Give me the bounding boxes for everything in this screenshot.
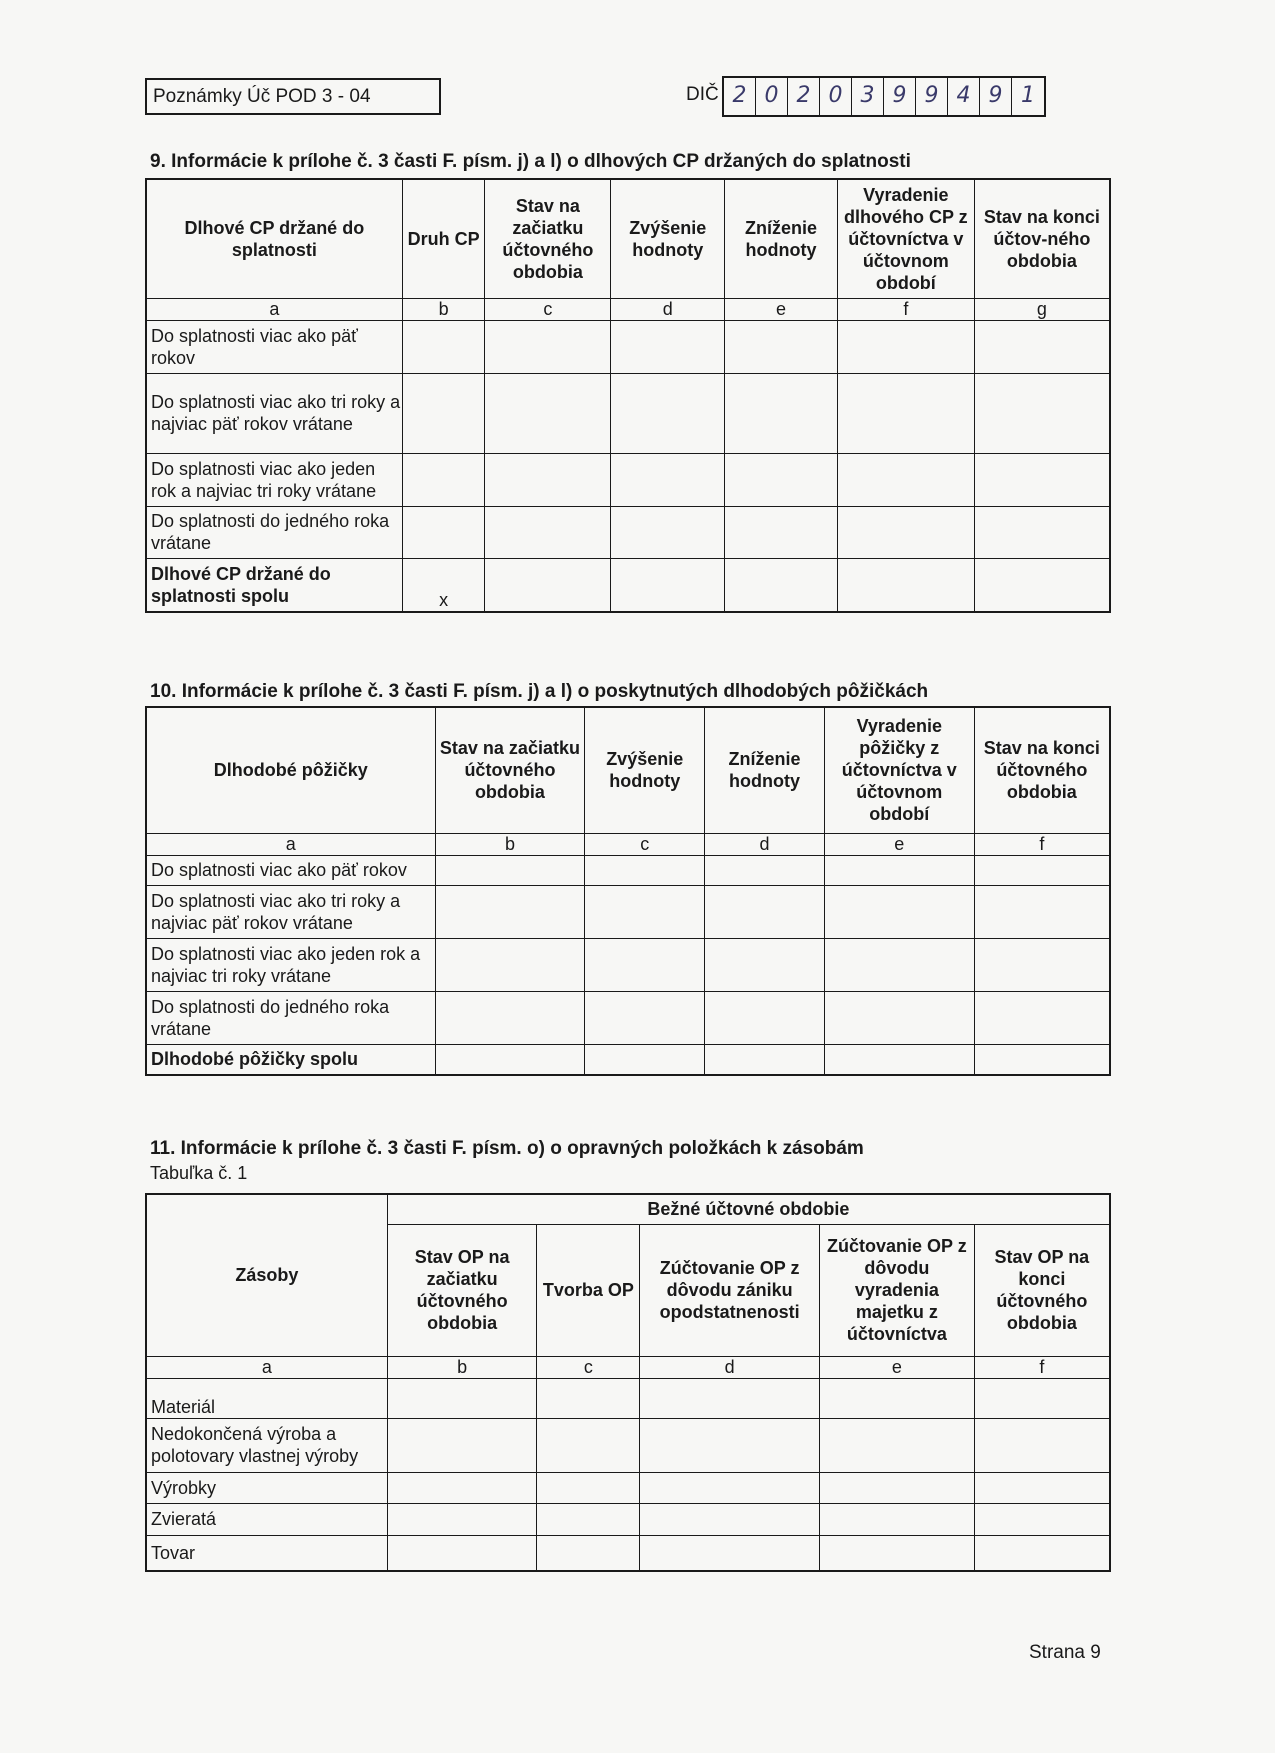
data-cell[interactable] <box>705 885 825 938</box>
data-cell[interactable] <box>837 506 974 558</box>
data-cell[interactable] <box>974 1472 1110 1503</box>
data-cell[interactable] <box>820 1503 975 1535</box>
data-cell[interactable] <box>611 373 725 453</box>
data-cell[interactable] <box>824 991 974 1044</box>
data-cell[interactable] <box>837 320 974 373</box>
col-letter: d <box>705 833 825 855</box>
table-row <box>146 1503 1110 1535</box>
data-cell[interactable] <box>824 855 974 885</box>
data-cell[interactable] <box>387 1472 537 1503</box>
data-cell[interactable] <box>387 1535 537 1571</box>
data-cell[interactable] <box>387 1378 537 1418</box>
table-row <box>146 506 1110 558</box>
col-letter: d <box>611 298 725 320</box>
data-cell[interactable] <box>611 453 725 506</box>
col-header: Zásoby <box>146 1194 387 1356</box>
row-label: Do splatnosti viac ako tri roky a najviac päť rokov vrátane <box>146 885 435 938</box>
section11-table <box>145 1193 1111 1572</box>
data-cell[interactable] <box>974 1044 1110 1075</box>
col-letter: c <box>585 833 705 855</box>
data-cell[interactable] <box>725 373 838 453</box>
table-row <box>146 320 1110 373</box>
col-header: Zníženie hodnoty <box>705 707 825 833</box>
data-cell[interactable] <box>725 453 838 506</box>
table-row <box>146 1378 1110 1418</box>
data-cell[interactable] <box>611 506 725 558</box>
form-title: Poznámky Úč POD 3 - 04 <box>145 78 441 115</box>
data-cell[interactable] <box>435 855 585 885</box>
data-cell[interactable] <box>537 1503 640 1535</box>
table-row <box>146 453 1110 506</box>
col-header: Tvorba OP <box>537 1224 640 1356</box>
col-letter: b <box>402 298 485 320</box>
col-header: Stav na začiatku účtovného obdobia <box>435 707 585 833</box>
data-cell[interactable] <box>974 320 1110 373</box>
data-cell[interactable] <box>485 453 611 506</box>
col-header: Stav OP na konci účtovného obdobia <box>974 1224 1110 1356</box>
data-cell[interactable] <box>640 1503 820 1535</box>
col-letter: g <box>974 298 1110 320</box>
data-cell[interactable] <box>537 1418 640 1472</box>
data-cell[interactable] <box>974 453 1110 506</box>
data-cell[interactable] <box>537 1472 640 1503</box>
section9-table <box>145 178 1111 613</box>
data-cell[interactable] <box>705 991 825 1044</box>
col-header: Vyradenie dlhového CP z účtovníctva v účtovnom období <box>837 179 974 298</box>
dic-label: DIČ <box>686 84 719 105</box>
col-letter: a <box>146 298 402 320</box>
col-letter: e <box>820 1356 975 1378</box>
data-cell[interactable] <box>820 1378 975 1418</box>
data-cell[interactable] <box>611 558 725 612</box>
data-cell[interactable] <box>974 855 1110 885</box>
col-header: Dlhové CP držané do splatnosti <box>146 179 402 298</box>
col-header: Zvýšenie hodnoty <box>611 179 725 298</box>
dic-digit: 9 <box>916 78 948 115</box>
data-cell[interactable] <box>974 373 1110 453</box>
data-cell[interactable] <box>974 558 1110 612</box>
data-cell[interactable] <box>705 938 825 991</box>
table-row <box>146 1418 1110 1472</box>
col-letter: e <box>824 833 974 855</box>
dic-digit: 3 <box>852 78 884 115</box>
data-cell[interactable] <box>402 320 485 373</box>
dic-digit: 2 <box>724 78 756 115</box>
row-label: Do splatnosti do jedného roka vrátane <box>146 991 435 1044</box>
col-header: Dlhodobé pôžičky <box>146 707 435 833</box>
data-cell[interactable] <box>640 1378 820 1418</box>
data-cell[interactable] <box>611 320 725 373</box>
row-label: Do splatnosti viac ako tri roky a najviac päť rokov vrátane <box>146 373 402 453</box>
row-label-total: Dlhové CP držané do splatnosti spolu <box>146 558 402 612</box>
data-cell[interactable] <box>974 991 1110 1044</box>
section10-title: 10. Informácie k prílohe č. 3 časti F. písm. j) a l) o poskytnutých dlhodobých pôžičkách <box>150 681 929 702</box>
data-cell[interactable] <box>585 991 705 1044</box>
col-letter: d <box>640 1356 820 1378</box>
col-letter: f <box>974 833 1110 855</box>
data-cell[interactable] <box>820 1472 975 1503</box>
data-cell[interactable] <box>585 938 705 991</box>
data-cell[interactable] <box>725 506 838 558</box>
dic-digit: 0 <box>820 78 852 115</box>
data-cell[interactable] <box>585 1044 705 1075</box>
data-cell[interactable] <box>837 558 974 612</box>
dic-digit: 4 <box>948 78 980 115</box>
data-cell[interactable] <box>824 938 974 991</box>
table-row <box>146 991 1110 1044</box>
row-label: Do splatnosti viac ako jeden rok a najviac tri roky vrátane <box>146 453 402 506</box>
dic-digit: 9 <box>980 78 1012 115</box>
col-header: Zvýšenie hodnoty <box>585 707 705 833</box>
row-label: Výrobky <box>146 1472 387 1503</box>
table-row <box>146 1535 1110 1571</box>
row-label-total: Dlhodobé pôžičky spolu <box>146 1044 435 1075</box>
data-cell[interactable] <box>387 1503 537 1535</box>
data-cell[interactable] <box>640 1472 820 1503</box>
data-cell[interactable] <box>974 938 1110 991</box>
col-letter: c <box>485 298 611 320</box>
table-row-total <box>146 558 1110 612</box>
row-label: Do splatnosti viac ako päť rokov <box>146 855 435 885</box>
dic-digit: 0 <box>756 78 788 115</box>
col-letter: b <box>435 833 585 855</box>
data-cell[interactable] <box>725 320 838 373</box>
data-cell[interactable] <box>974 1503 1110 1535</box>
table-row-total <box>146 1044 1110 1075</box>
data-cell[interactable] <box>824 885 974 938</box>
data-cell[interactable] <box>435 938 585 991</box>
col-letter: b <box>387 1356 537 1378</box>
data-cell[interactable] <box>585 855 705 885</box>
data-cell[interactable] <box>640 1418 820 1472</box>
data-cell[interactable] <box>705 855 825 885</box>
page-number: Strana 9 <box>1029 1642 1101 1663</box>
table-row <box>146 938 1110 991</box>
col-header: Zúčtovanie OP z dôvodu vyradenia majetku z účtovníctva <box>820 1224 975 1356</box>
col-letter: c <box>537 1356 640 1378</box>
row-label: Zvieratá <box>146 1503 387 1535</box>
table-row <box>146 373 1110 453</box>
data-cell[interactable] <box>640 1535 820 1571</box>
dic-digit: 1 <box>1021 83 1035 108</box>
col-header: Stav na konci účtovného obdobia <box>974 707 1110 833</box>
table-row <box>146 885 1110 938</box>
data-cell[interactable] <box>485 506 611 558</box>
row-label: Materiál <box>146 1378 387 1418</box>
col-letter: f <box>837 298 974 320</box>
data-cell[interactable] <box>974 1418 1110 1472</box>
section10-table <box>145 706 1111 1076</box>
row-label: Do splatnosti viac ako päť rokov <box>146 320 402 373</box>
data-cell[interactable] <box>435 991 585 1044</box>
data-cell[interactable] <box>820 1418 975 1472</box>
data-cell[interactable] <box>485 320 611 373</box>
data-cell[interactable] <box>387 1418 537 1472</box>
col-header: Stav OP na začiatku účtovného obdobia <box>387 1224 537 1356</box>
col-letter: a <box>146 1356 387 1378</box>
col-header: Vyradenie pôžičky z účtovníctva v účtovnom období <box>824 707 974 833</box>
data-cell[interactable] <box>402 506 485 558</box>
data-cell[interactable] <box>435 1044 585 1075</box>
dic-digit: 2 <box>788 78 820 115</box>
col-header: Zníženie hodnoty <box>725 179 838 298</box>
col-letter: a <box>146 833 435 855</box>
row-label: Do splatnosti do jedného roka vrátane <box>146 506 402 558</box>
data-cell[interactable] <box>705 1044 825 1075</box>
data-cell[interactable] <box>837 453 974 506</box>
col-header: Zúčtovanie OP z dôvodu zániku opodstatnenosti <box>640 1224 820 1356</box>
data-cell[interactable] <box>402 453 485 506</box>
data-cell[interactable] <box>974 506 1110 558</box>
data-cell[interactable] <box>974 1378 1110 1418</box>
col-letter: e <box>725 298 838 320</box>
data-cell[interactable] <box>537 1378 640 1418</box>
data-cell[interactable] <box>820 1535 975 1571</box>
col-letter: f <box>974 1356 1110 1378</box>
data-cell[interactable] <box>485 558 611 612</box>
data-cell[interactable] <box>974 1535 1110 1571</box>
group-header: Bežné účtovné obdobie <box>387 1194 1110 1224</box>
section9-title: 9. Informácie k prílohe č. 3 časti F. písm. j) a l) o dlhových CP držaných do splatnosti <box>150 151 911 172</box>
table-row <box>146 855 1110 885</box>
table-row <box>146 1472 1110 1503</box>
data-cell[interactable] <box>824 1044 974 1075</box>
data-cell[interactable] <box>485 373 611 453</box>
data-cell[interactable] <box>974 885 1110 938</box>
section11-title: 11. Informácie k prílohe č. 3 časti F. písm. o) o opravných položkách k zásobám <box>150 1138 864 1159</box>
col-header: Druh CP <box>402 179 485 298</box>
data-cell[interactable] <box>435 885 585 938</box>
section11-subtitle: Tabuľka č. 1 <box>150 1163 248 1183</box>
druh-x: x <box>402 558 485 612</box>
col-header: Stav na začiatku účtovného obdobia <box>485 179 611 298</box>
data-cell[interactable] <box>537 1535 640 1571</box>
data-cell[interactable] <box>725 558 838 612</box>
row-label: Do splatnosti viac ako jeden rok a najviac tri roky vrátane <box>146 938 435 991</box>
row-label: Nedokončená výroba a polotovary vlastnej výroby <box>146 1418 387 1472</box>
row-label: Tovar <box>146 1535 387 1571</box>
dic-digit: 9 <box>884 78 916 115</box>
col-header: Stav na konci účtov-ného obdobia <box>974 179 1110 298</box>
data-cell[interactable] <box>402 373 485 453</box>
data-cell[interactable] <box>585 885 705 938</box>
data-cell[interactable] <box>837 373 974 453</box>
dic-field <box>722 76 1046 117</box>
